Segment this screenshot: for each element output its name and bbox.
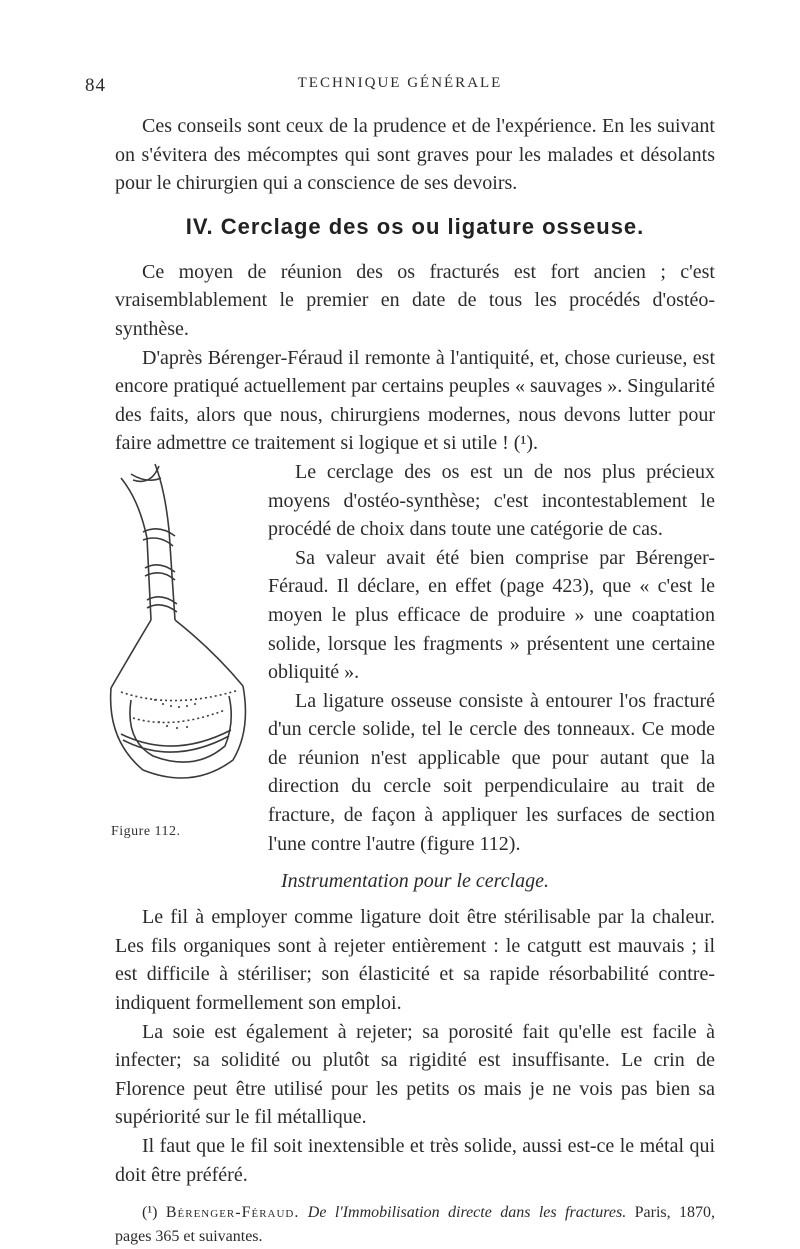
paragraph-5: La ligature osseuse consiste à entourer l'os fracturé d'un cercle solide, tel le cercle des tonneaux. Ce mode de réunion n'est applicable que pour autant que la direction du cercle soit perpendiculaire au trait de fracture, de façon à appliquer les surfaces de section l'une contre l'autre (figure 112). xyxy=(268,689,715,855)
paragraph-intro: Ces conseils sont ceux de la prudence et de l'expérience. En les suivant on s'évitera des mécomptes qui sont graves pour les malades et désolants pour le chirurgien qui a conscience de ses devoirs. xyxy=(115,115,715,195)
running-head: TECHNIQUE GÉNÉRALE xyxy=(297,75,503,91)
page-number: 84 xyxy=(85,75,106,96)
footnote-author: Bérenger-Féraud. xyxy=(165,1204,300,1222)
footnote xyxy=(115,1201,715,1249)
paragraph-3: Le cerclage des os est un de nos plus précieux moyens d'ostéo-synthèse; c'est incontestablement le procédé de choix dans toute une catégorie de cas. xyxy=(268,460,715,541)
paragraph-2: D'après Bérenger-Féraud il remonte à l'antiquité, et, chose curieuse, est encore pratiqué actuellement par certains peuples « sauvages ». Singularité des faits, alors que nous, chirurgiens modernes, nous devons lutter pour faire admettre ce traitement si logique et si utile ! (¹). xyxy=(115,346,715,455)
section-title: IV. Cerclage des os ou ligature osseuse. xyxy=(185,213,645,239)
figure-caption: Figure 112. xyxy=(111,823,181,839)
paragraph-6: Le fil à employer comme ligature doit être stérilisable par la chaleur. Les fils organiques sont à rejeter entièrement : le catgutt est mauvais ; il est difficile à stériliser; son élasticité et sa rapide résorbabilité contre-indiquent formellement son emploi. xyxy=(115,906,715,1015)
paragraph-8: Il faut que le fil soit inextensible et très solide, aussi est-ce le métal qui doit être préféré. xyxy=(115,1135,715,1186)
subheading: Instrumentation pour le cerclage. xyxy=(280,870,550,893)
paragraph-7: La soie est également à rejeter; sa porosité fait qu'elle est facile à infecter; sa solidité ou plutôt sa rigidité est insuffisante. Le crin de Florence peut être utilisé pour les petits os mais je ne vois pas bien sa supériorité sur le fil métallique. xyxy=(115,1020,715,1129)
bone-cerclage-illustration xyxy=(103,460,258,820)
figure-112 xyxy=(103,460,258,845)
body-text xyxy=(111,112,716,1249)
paragraph-4: Sa valeur avait été bien comprise par Bérenger-Féraud. Il déclare, en effet (page 423), que « c'est le moyen le plus efficace de produire » une coaptation solide, lorsque les fragments » présentent une certaine obliquité ». xyxy=(268,546,715,684)
footnote-rest: Paris, 1870, pages 365 et suivantes. xyxy=(115,1204,716,1246)
page-header xyxy=(0,75,800,99)
footnote-title: De l'Immobilisation directe dans les fractures. xyxy=(307,1204,627,1222)
footnote-marker: (¹) xyxy=(142,1204,158,1222)
figure-block xyxy=(111,458,715,858)
paragraph-1: Ce moyen de réunion des os fracturés est fort ancien ; c'est vraisemblablement le premier en date de tous les procédés d'ostéo-synthèse. xyxy=(115,260,715,340)
